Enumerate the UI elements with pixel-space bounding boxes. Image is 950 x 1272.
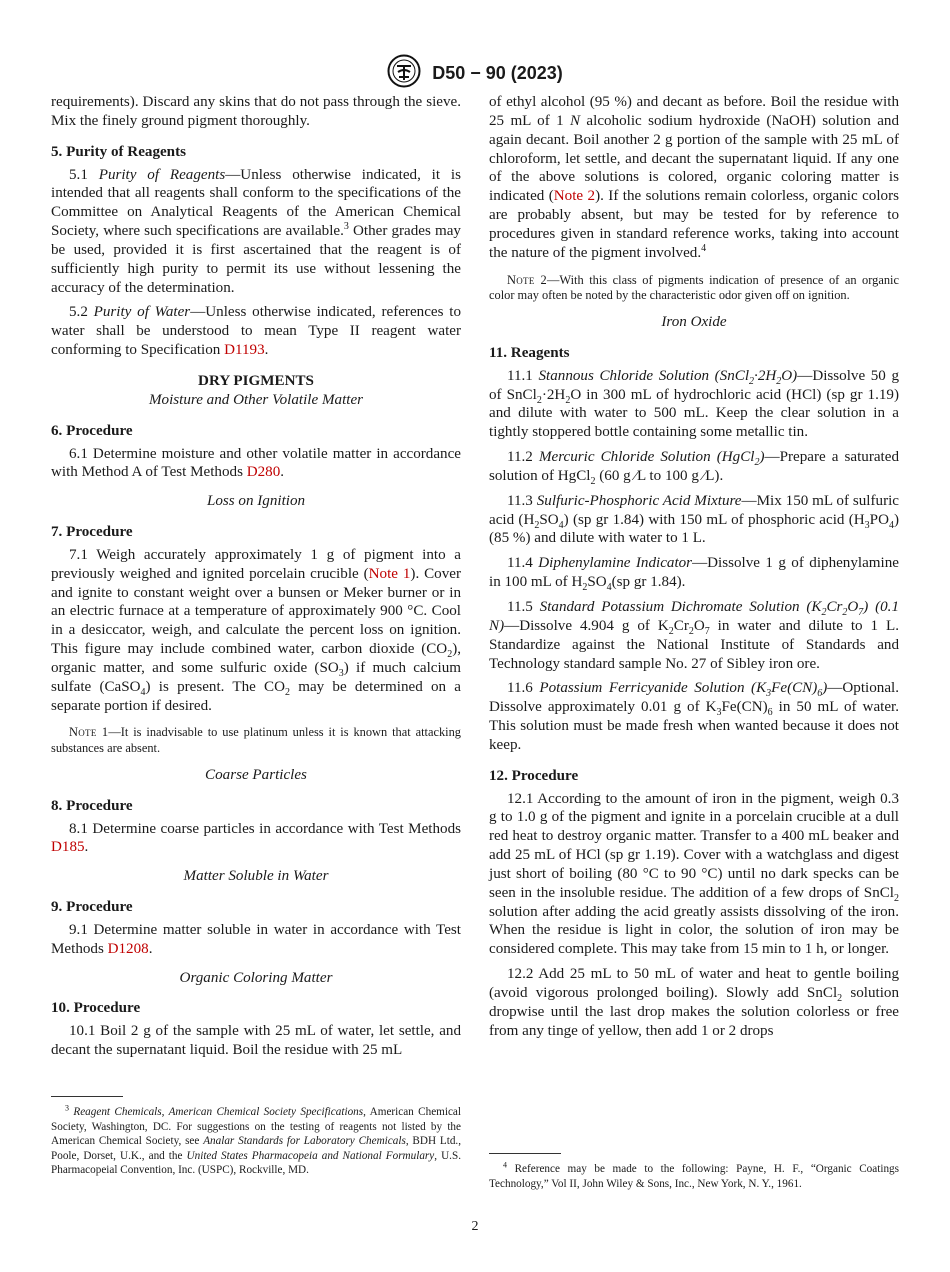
loss-on-ignition-subtitle: Loss on Ignition <box>206 493 306 510</box>
standard-designation: D50 − 90 (2023) <box>432 63 563 83</box>
link-d1208[interactable]: D1208 <box>107 940 149 957</box>
section-10-1: 10.1 Boil 2 g of the sample with 25 mL of water, let settle, and decant the supernatant liquid. Boil the residue with 25 mL <box>51 1023 461 1059</box>
organic-coloring-subtitle: Organic Coloring Matter <box>179 969 333 986</box>
section-7-1: 7.1 Weigh accurately approximately 1 g of pigment into a previously weighed and ignited porcelain crucible (Note 1). Cover and ignite to constant weight over a bunsen or Meker burner or in an electric furnace at a temperature of approximately 900 °C. Cool in a desiccator, weigh, and calculate the percent loss on ignition. This figure may include combined water, carbon dioxide $(CO_2)$, organic matter, and some sulfuric oxide $(SO_3)$ if much calcium sulfate (CaSO$_4$) is present. The $CO_2$ may be determined on a separate portion if desired. <box>51 546 461 714</box>
dry-pigments-title: DRY PIGMENTS <box>198 372 314 389</box>
section-8-1: 8.1 Determine coarse particles in accordance with Test Methods D185. <box>51 820 461 856</box>
section-5-heading: 5. Purity of Reagents <box>51 143 186 160</box>
section-5-2: 5.2 Purity of Water—Unless otherwise indicated, references to water shall be understood to mean Type II reagent water conforming to Specification D1193. <box>51 304 461 359</box>
section-9-heading: 9. Procedure <box>51 899 133 916</box>
section-11-heading: 11. Reagents <box>489 344 570 361</box>
section-12-2: 12.2 Add 25 mL to 50 mL of water and heat to gentle boiling (avoid vigorous prolonged boiling). Slowly add SnCl$_2$ solution dropwise until the last drop makes the solution colorless or free from any tinge of yellow, then add 1 or 2 drops <box>489 966 899 1039</box>
note-1: Note 1—It is inadvisable to use platinum unless it is known that attacking substances are absent. <box>51 725 461 755</box>
link-d1193[interactable]: D1193 <box>224 342 265 359</box>
section-10-heading: 10. Procedure <box>51 1000 141 1017</box>
astm-logo-icon <box>387 54 421 93</box>
moisture-subtitle: Moisture and Other Volatile Matter <box>148 391 364 408</box>
left-column <box>51 93 461 1066</box>
section-11-6: 11.6 Potassium Ferricyanide Solution $(K_3Fe(CN)_6)—Optional$. Dissolve approximately 0.01 g of $K_3Fe(CN)_6$ in 50 mL of water. This solution must be made fresh when wanted because it does not keep. <box>489 680 900 753</box>
page-header <box>0 54 950 93</box>
section-5-1: 5.1 Purity of Reagents—Unless otherwise indicated, it is intended that all reagents shall conform to the specifications of the Committee on Analytical Reagents of the American Chemical Society, where such specifications are available.$^3$ Other grades may be used, provided it is first ascertained that the reagent is of sufficiently high purity to permit its use without lessening the accuracy of the determination. <box>51 166 461 296</box>
section-6-heading: 6. Procedure <box>51 422 133 439</box>
iron-oxide-subtitle: Iron Oxide <box>661 314 727 330</box>
section-9-1: 9.1 Determine matter soluble in water in accordance with Test Methods D1208. <box>51 921 461 957</box>
section-11-1: 11.1 Stannous Chloride Solution $(SnCl_2\cdot 2H_2O)—Dissolve$ 50 g of $SnCl_2\cdot 2H_2O$ in 300 mL of hydrochloric acid (HCl) (sp gr 1.19) and dilute with water to 500 mL. Keep the clear solution in a tightly stoppered bottle containing some metallic tin. <box>489 367 900 441</box>
link-d280[interactable]: D280 <box>246 464 281 481</box>
section-12-heading: 12. Procedure <box>489 767 579 784</box>
paragraph-continued: requirements). Discard any skins that do not pass through the sieve. Mix the finely ground pigment thoroughly. <box>51 94 461 129</box>
footnote-ref-4[interactable]: 4 <box>701 242 707 254</box>
section-8-heading: 8. Procedure <box>51 797 133 814</box>
link-d185[interactable]: D185 <box>51 839 85 856</box>
section-10-1-continued: of ethyl alcohol (95 %) and decant as before. Boil the residue with 25 mL of 1 N alcoholic sodium hydroxide (NaOH) solution and again decant. Boil another 2 g portion of the sample with 25 mL of chloroform, let settle, and decant the supernatant liquid. If any one of the above solutions is colored, organic coloring matter is indicated (Note 2). If the solutions remain colorless, organic colors are probably absent, but may be tested for by reference to procedures given in standard reference works, taking into account the nature of the pigment involved.$^4$ <box>489 94 899 261</box>
section-11-2: 11.2 Mercuric Chloride Solution (HgCl$_2$)—Prepare a saturated solution of HgCl$_2$ (60 g ⁄L to 100 g ⁄L). <box>489 449 899 487</box>
section-7-heading: 7. Procedure <box>51 524 133 541</box>
matter-soluble-subtitle: Matter Soluble in Water <box>183 868 329 885</box>
note-2: Note 2—With this class of pigments indication of presence of an organic color may often be noted by the characteristic odor given off on ignition. <box>489 272 899 302</box>
section-11-3: 11.3 Sulfuric-Phosphoric Acid Mixture—Mix 150 mL of sulfuric acid $(H_2SO_4)$ (sp gr 1.84) with 150 mL of phosphoric acid $(H_3PO_4)$ (85 %) and dilute with water to 1 L. <box>489 492 899 547</box>
footnote-ref-3[interactable]: 3 <box>343 221 349 233</box>
footnote-3: $^3$ Reagent Chemicals, American Chemical Society Specifications, American Chemical Society, Washington, DC. For suggestions on the testing of reagents not listed by the American Chemical Society, see Analar Standards for Laboratory Chemicals, BDH Ltd., Poole, Dorset, U.K., and the United States Pharmacopeia and National Formulary, U.S. Pharmacopeial Convention, Inc. (USPC), Rockville, MD. <box>51 1103 462 1177</box>
page-number: 2 <box>471 1219 479 1234</box>
section-12-1: 12.1 According to the amount of iron in the pigment, weigh 0.3 g to 1.0 g of the pigment and ignite in a porcelain crucible at a dull red heat to destroy organic matter. Transfer to a 400 mL beaker and add 25 mL of HCl (sp gr 1.19). Cover with a watchglass and digest just short of boiling (80 °C to 90 °C) until no dark specks can be seen in the insoluble residue. The addition of a few drops of SnCl$_2$ solution after adding the acid greatly assists dissolving of the iron. When the residue is light in color, the solution of iron may be considered complete. This may take from 15 min to 1 h, or longer. <box>489 790 899 958</box>
link-note-1[interactable]: Note 1 <box>368 565 411 582</box>
footnote-4: $^4$ Reference may be made to the following: Payne, H. F., “Organic Coatings Technology,” Vol II, John Wiley & Sons, Inc., New York, N. Y., 1961. <box>489 1160 899 1190</box>
link-note-2[interactable]: Note 2 <box>553 188 596 205</box>
section-11-4: 11.4 Diphenylamine Indicator—Dissolve 1 g of diphenylamine in 100 mL of $H_2SO_4(sp$ gr 1.84). <box>489 555 899 594</box>
footnote-rule-left <box>51 1096 123 1097</box>
footnote-rule-right <box>489 1153 561 1154</box>
right-column <box>489 93 899 1047</box>
section-11-5: 11.5 Standard Potassium Dichromate Solution $(K_2Cr_2O_7)$ (0.1 N)—Dissolve 4.904 g of $K_2Cr_2O_7$ in water and dilute to 1 L. Standardize against the National Institute of Standards and Technology standard sample No. 27 of Sibley iron ore. <box>489 598 900 672</box>
section-6-1: 6.1 Determine moisture and other volatile matter in accordance with Method A of Test Methods D280. <box>51 445 461 481</box>
coarse-particles-subtitle: Coarse Particles <box>205 766 307 783</box>
